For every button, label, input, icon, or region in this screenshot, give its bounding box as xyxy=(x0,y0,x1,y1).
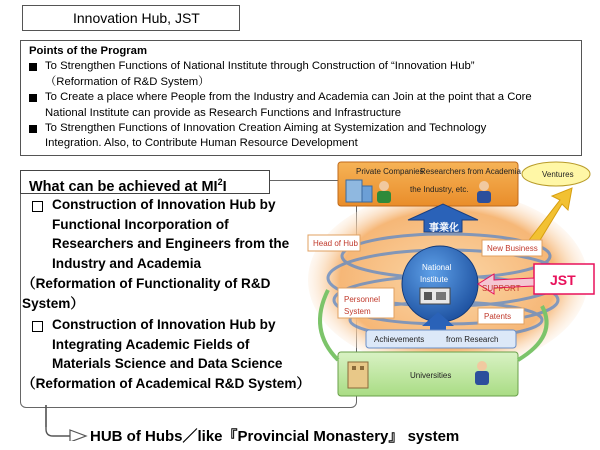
national-institute-globe xyxy=(402,246,478,322)
program-points-box xyxy=(20,40,582,156)
page-title-text: Innovation Hub, JST xyxy=(73,10,200,26)
head-of-hub-label: Head of Hub xyxy=(313,239,358,248)
achieve-item-1 xyxy=(52,195,289,273)
achieve-item-2 xyxy=(52,315,282,374)
program-point-line: （Reformation of R&D System） xyxy=(45,75,210,88)
ventures-cloud xyxy=(522,162,590,186)
checkbox-icon xyxy=(32,201,43,212)
achieve-title xyxy=(20,170,270,194)
achieve-line: Integrating Academic Fields of xyxy=(52,336,250,352)
achievements-label: Achievements xyxy=(374,335,425,344)
program-heading: Points of the Program xyxy=(29,45,147,57)
support-label: SUPPORT xyxy=(482,284,521,293)
square-bullet-icon xyxy=(29,63,37,71)
personnel-label: Personnel xyxy=(344,295,381,304)
checkbox-icon xyxy=(32,321,43,332)
achieve-line: Functional Incorporation of xyxy=(52,216,229,232)
program-point-line: To Strengthen Functions of Innovation Creation Aiming at Systemization and Technology xyxy=(45,122,487,135)
achieve-line: Industry and Academia xyxy=(52,255,202,271)
achieve-line: Materials Science and Data Science xyxy=(52,356,283,371)
institute-label: Institute xyxy=(420,275,449,284)
achieve-item-1-note xyxy=(22,274,270,313)
industry-label-etc: the Industry, etc. xyxy=(410,185,469,194)
achieve-title-end: I xyxy=(222,178,227,195)
patents-label: Patents xyxy=(484,312,512,321)
national-label: National xyxy=(422,263,452,272)
program-point xyxy=(29,121,573,152)
system-label: System xyxy=(344,307,371,316)
building-icon xyxy=(348,362,368,388)
program-point-line: To Create a place where People from the Industry and Academia can Join at the point that a Core xyxy=(45,91,532,104)
achieve-item-2-note: （Reformation of Academical R&D System） xyxy=(22,376,311,391)
program-point xyxy=(29,90,573,121)
achieve-line: System） xyxy=(22,295,84,311)
commercialization-label: 事業化 xyxy=(429,223,459,234)
achieve-title-sup: 2 xyxy=(217,177,223,187)
program-point-line: Integration. Also, to Contribute Human Resource Development xyxy=(45,137,358,150)
square-bullet-icon xyxy=(29,125,37,133)
hub-of-hubs-text: HUB of Hubs／like『Provincial Monastery』 system xyxy=(90,428,460,445)
innovation-hub-diagram xyxy=(298,160,600,410)
achieve-line: Researchers and Engineers from the xyxy=(52,236,290,251)
new-business-label: New Business xyxy=(487,244,538,253)
program-point xyxy=(29,59,573,90)
jst-label: JST xyxy=(550,272,576,288)
page-title xyxy=(22,5,240,31)
ventures-label: Ventures xyxy=(542,170,574,179)
achieve-line: （Reformation of Functionality of R&D xyxy=(22,276,271,291)
from-research-label: from Research xyxy=(446,335,499,344)
square-bullet-icon xyxy=(29,94,37,102)
achieve-title-text: What can be achieved at MI xyxy=(29,178,218,195)
industry-label-private: Private Companies xyxy=(356,167,424,176)
achieve-line: Construction of Innovation Hub by xyxy=(52,197,276,212)
program-point-line: National Institute can provide as Research Functions and Infrastructure xyxy=(45,106,402,119)
industry-label-researchers: Researchers from Academia xyxy=(420,167,521,176)
universities-label: Universities xyxy=(410,371,452,380)
achieve-line: Construction of Innovation Hub by xyxy=(52,317,276,332)
hub-arrow-icon xyxy=(40,405,90,441)
program-point-line: To Strengthen Functions of National Institute through Construction of “Innovation Hub” xyxy=(45,60,475,73)
